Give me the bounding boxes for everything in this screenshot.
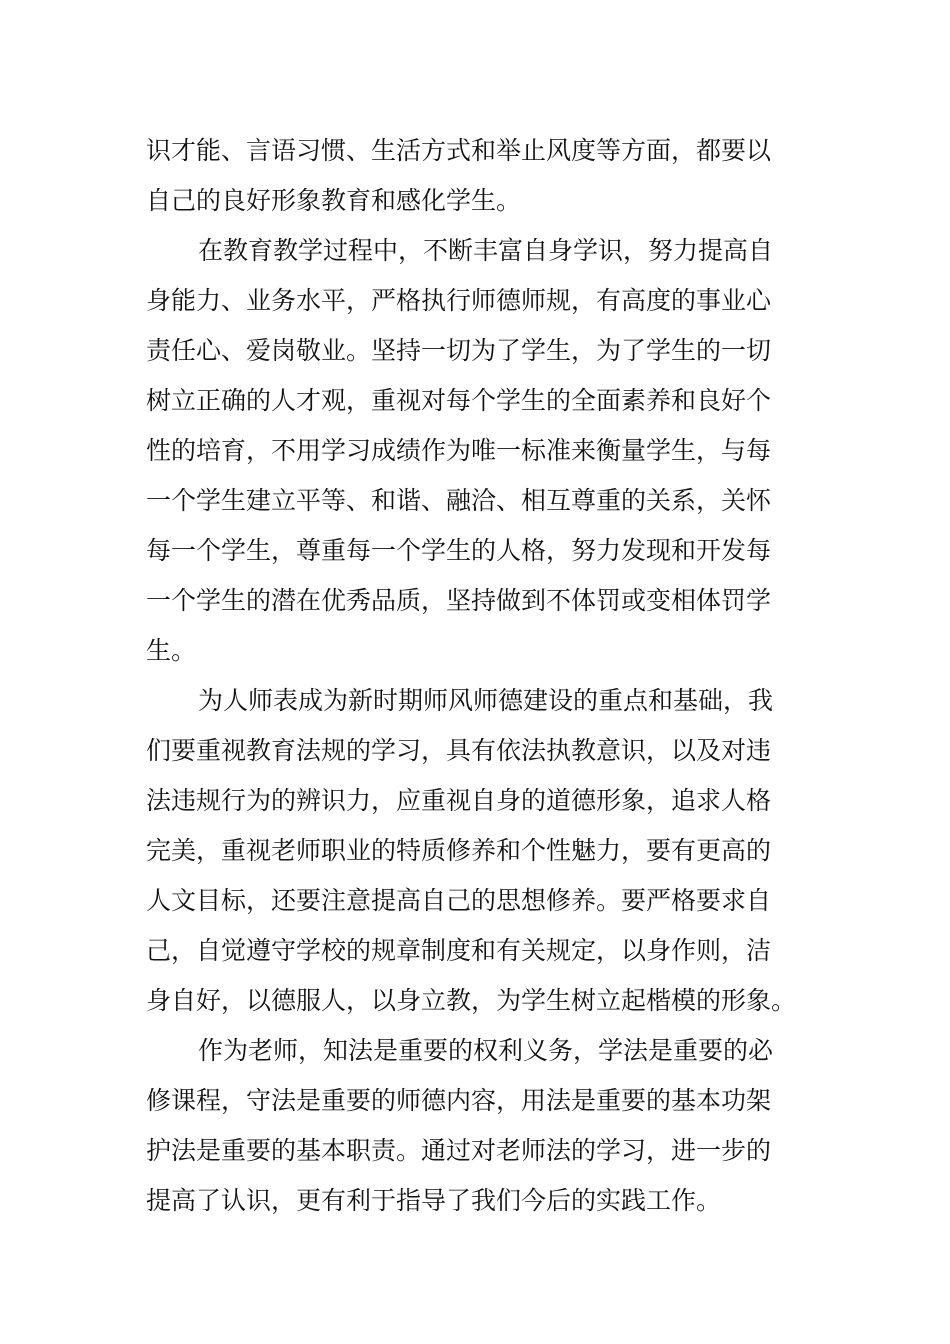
text-line: 生。 [146, 636, 197, 665]
text-line: 责任心、爱岗敬业。坚持一切为了学生，为了学生的一切 [146, 336, 772, 365]
text-line: 己，自觉遵守学校的规章制度和有关规定，以身作则，洁 [146, 936, 772, 965]
text-line: 完美，重视老师职业的特质修养和个性魅力，要有更高的 [146, 836, 772, 865]
text-line: 识才能、言语习惯、生活方式和举止风度等方面，都要以 [146, 136, 772, 165]
text-line: 自己的良好形象教育和感化学生。 [146, 186, 522, 215]
text-line: 在教育教学过程中，不断丰富自身学识，努力提高自 [198, 236, 774, 265]
text-line: 身自好，以德服人，以身立教，为学生树立起楷模的形象。 [146, 986, 797, 1015]
text-line: 法违规行为的辨识力，应重视自身的道德形象，追求人格 [146, 786, 772, 815]
text-line: 为人师表成为新时期师风师德建设的重点和基础，我 [198, 686, 774, 715]
text-line: 修课程，守法是重要的师德内容，用法是重要的基本功架 [146, 1086, 772, 1115]
text-line: 每一个学生，尊重每一个学生的人格，努力发现和开发每 [146, 536, 772, 565]
text-line: 身能力、业务水平，严格执行师德师规，有高度的事业心 [146, 286, 772, 315]
document-body [146, 126, 826, 1226]
text-line: 树立正确的人才观，重视对每个学生的全面素养和良好个 [146, 386, 772, 415]
text-line: 性的培育，不用学习成绩作为唯一标准来衡量学生，与每 [146, 436, 772, 465]
text-line: 人文目标，还要注意提高自己的思想修养。要严格要求自 [146, 886, 772, 915]
text-line: 一个学生建立平等、和谐、融洽、相互尊重的关系，关怀 [146, 486, 772, 515]
text-line: 护法是重要的基本职责。通过对老师法的学习，进一步的 [146, 1136, 772, 1165]
text-line: 提高了认识，更有利于指导了我们今后的实践工作。 [146, 1186, 722, 1215]
text-line: 们要重视教育法规的学习，具有依法执教意识，以及对违 [146, 736, 772, 765]
text-line: 作为老师，知法是重要的权利义务，学法是重要的必 [198, 1036, 774, 1065]
text-line: 一个学生的潜在优秀品质，坚持做到不体罚或变相体罚学 [146, 586, 772, 615]
